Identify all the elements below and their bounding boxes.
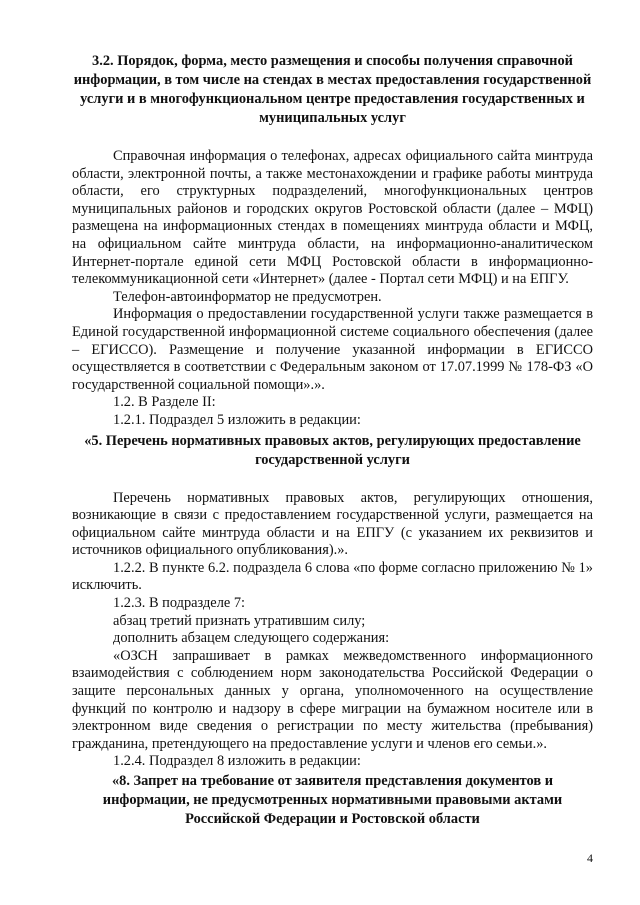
paragraph: 1.2.3. В подразделе 7: [113,595,246,612]
paragraph: Перечень нормативных правовых актов, регулирующих отношения, возникающие в связи с предоставлением государственной услуги, размещается на официальном сайте минтруда области и на ЕПГУ (с указанием их реквизитов и источников официального опубликования).». [72,489,593,559]
section-heading-3-2: 3.2. Порядок, форма, место размещения и способы получения справочной информации, в том числе на стендах в местах предоставления государственной услуги и в многофункциональном центре предоставления государственных и муниципальных услуг [73,53,592,126]
paragraph: Телефон-автоинформатор не предусмотрен. [113,288,382,305]
paragraph: дополнить абзацем следующего содержания: [113,630,390,647]
paragraph: «ОЗСН запрашивает в рамках межведомственного информационного взаимодействия с соблюдением норм законодательства Российской Федерации о защите персональных данных у органа, уполномоченного на осуществление функций по контролю и надзору в сфере миграции на бумажном носителе или в электронном виде сведения о регистрации по месту жительства (пребывания) гражданина, претендующего на предоставление услуги и членов его семьи.». [72,647,593,752]
section-heading-5: «5. Перечень нормативных правовых актов, регулирующих предоставление государственной услуги [84,432,581,468]
section-heading-8: «8. Запрет на требование от заявителя представления документов и информации, не предусмотренных нормативными правовыми актами Российской Федерации и Ростовской области [102,773,563,827]
paragraph: абзац третий признать утратившим силу; [113,612,366,629]
paragraph-group-a [72,148,593,430]
paragraph-group-b [72,490,593,772]
paragraph: 1.2.2. В пункте 6.2. подраздела 6 слова «по форме согласно приложению № 1» исключить. [72,559,593,594]
paragraph: Справочная информация о телефонах, адресах официального сайта минтруда области, электронной почты, а также местонахождении и графике работы минтруда области, его структурных подразделений, многофункциональных центров муниципальных районов и городских округов Ростовской области (далее – МФЦ) размещена на информационных стендах в помещениях минтруда области и МФЦ, на официальном сайте минтруда области, на информационно-аналитическом Интернет-портале единой сети МФЦ Ростовской области в информационно-телекоммуникационной сети «Интернет» (далее - Портал сети МФЦ) и на ЕПГУ. [72,148,593,288]
paragraph: 1.2.1. Подраздел 5 изложить в редакции: [113,411,361,428]
paragraph: Информация о предоставлении государственной услуги также размещается в Единой государственной информационной системе социального обеспечения (далее – ЕГИССО). Размещение и получение указанной информации в ЕГИССО осуществляется в соответствии с Федеральным законом от 17.07.1999 № 178-ФЗ «О государственной социальной помощи».». [72,306,593,393]
paragraph: 1.2. В Разделе II: [113,394,216,411]
paragraph: 1.2.4. Подраздел 8 изложить в редакции: [113,753,361,770]
page-number: 4 [587,851,593,865]
